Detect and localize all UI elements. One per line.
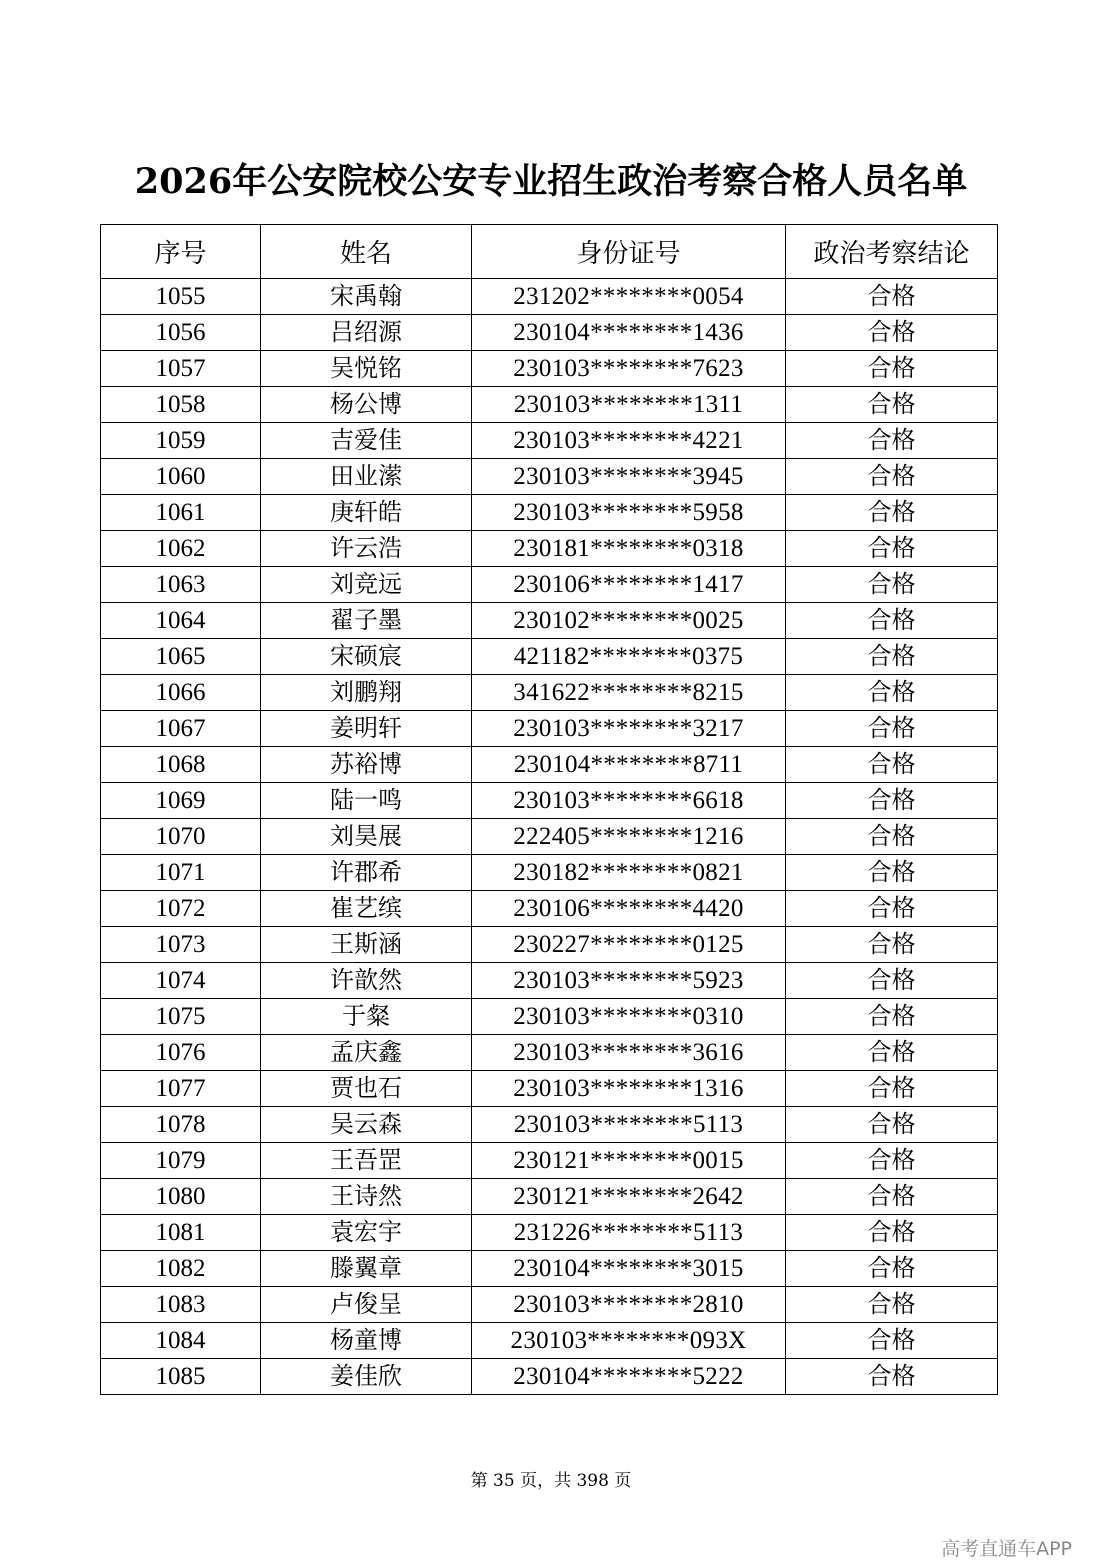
conclusion-cell: 合格 [786, 351, 998, 387]
id-number-cell: 230121********0015 [472, 1143, 786, 1179]
table-row [101, 315, 998, 351]
table-header-row [101, 225, 998, 279]
table-row [101, 603, 998, 639]
name-cell: 刘昊展 [261, 819, 472, 855]
serial-cell: 1070 [101, 819, 261, 855]
conclusion-cell: 合格 [786, 1035, 998, 1071]
id-number-cell: 230106********1417 [472, 567, 786, 603]
id-number-cell: 230103********093X [472, 1323, 786, 1359]
name-cell: 田业潆 [261, 459, 472, 495]
table-row [101, 1215, 998, 1251]
table-row [101, 1143, 998, 1179]
column-header-serial: 序号 [101, 225, 261, 279]
id-number-cell: 230182********0821 [472, 855, 786, 891]
serial-cell: 1077 [101, 1071, 261, 1107]
conclusion-cell: 合格 [786, 1287, 998, 1323]
serial-cell: 1071 [101, 855, 261, 891]
serial-cell: 1083 [101, 1287, 261, 1323]
name-cell: 许云浩 [261, 531, 472, 567]
serial-cell: 1075 [101, 999, 261, 1035]
name-cell: 刘鹏翔 [261, 675, 472, 711]
conclusion-cell: 合格 [786, 675, 998, 711]
name-cell: 姜佳欣 [261, 1359, 472, 1395]
column-header-id-number: 身份证号 [472, 225, 786, 279]
conclusion-cell: 合格 [786, 315, 998, 351]
column-header-conclusion: 政治考察结论 [786, 225, 998, 279]
serial-cell: 1065 [101, 639, 261, 675]
table-row [101, 459, 998, 495]
table-row [101, 711, 998, 747]
name-cell: 王诗然 [261, 1179, 472, 1215]
table-row [101, 1179, 998, 1215]
id-number-cell: 230103********3217 [472, 711, 786, 747]
serial-cell: 1081 [101, 1215, 261, 1251]
table-row [101, 495, 998, 531]
id-number-cell: 230103********6618 [472, 783, 786, 819]
serial-cell: 1061 [101, 495, 261, 531]
page-number-footer: 第 35 页，共 398 页 [470, 1471, 632, 1491]
table-row [101, 1107, 998, 1143]
name-cell: 宋禹翰 [261, 279, 472, 315]
table-row [101, 819, 998, 855]
id-number-cell: 230104********1436 [472, 315, 786, 351]
name-cell: 许郡希 [261, 855, 472, 891]
conclusion-cell: 合格 [786, 1071, 998, 1107]
conclusion-cell: 合格 [786, 819, 998, 855]
name-cell: 陆一鸣 [261, 783, 472, 819]
conclusion-cell: 合格 [786, 531, 998, 567]
serial-cell: 1074 [101, 963, 261, 999]
conclusion-cell: 合格 [786, 855, 998, 891]
watermark: 高考直通车APP [941, 1538, 1072, 1560]
table-row [101, 855, 998, 891]
serial-cell: 1062 [101, 531, 261, 567]
conclusion-cell: 合格 [786, 567, 998, 603]
conclusion-cell: 合格 [786, 495, 998, 531]
table-row [101, 675, 998, 711]
table-row [101, 567, 998, 603]
name-cell: 杨公博 [261, 387, 472, 423]
table-row [101, 531, 998, 567]
table-header [101, 225, 998, 279]
name-cell: 刘竞远 [261, 567, 472, 603]
id-number-cell: 230104********5222 [472, 1359, 786, 1395]
id-number-cell: 230103********0310 [472, 999, 786, 1035]
serial-cell: 1082 [101, 1251, 261, 1287]
conclusion-cell: 合格 [786, 639, 998, 675]
table-row [101, 963, 998, 999]
name-cell: 姜明轩 [261, 711, 472, 747]
name-cell: 庚轩皓 [261, 495, 472, 531]
serial-cell: 1076 [101, 1035, 261, 1071]
id-number-cell: 231226********5113 [472, 1215, 786, 1251]
id-number-cell: 230106********4420 [472, 891, 786, 927]
conclusion-cell: 合格 [786, 1323, 998, 1359]
name-cell: 滕翼章 [261, 1251, 472, 1287]
id-number-cell: 230104********3015 [472, 1251, 786, 1287]
id-number-cell: 230104********8711 [472, 747, 786, 783]
table-row [101, 639, 998, 675]
serial-cell: 1080 [101, 1179, 261, 1215]
id-number-cell: 230103********5113 [472, 1107, 786, 1143]
id-number-cell: 230103********5923 [472, 963, 786, 999]
name-cell: 孟庆鑫 [261, 1035, 472, 1071]
conclusion-cell: 合格 [786, 711, 998, 747]
serial-cell: 1073 [101, 927, 261, 963]
serial-cell: 1059 [101, 423, 261, 459]
qualified-list-table [100, 224, 998, 1395]
conclusion-cell: 合格 [786, 891, 998, 927]
serial-cell: 1078 [101, 1107, 261, 1143]
conclusion-cell: 合格 [786, 459, 998, 495]
conclusion-cell: 合格 [786, 1359, 998, 1395]
id-number-cell: 230103********5958 [472, 495, 786, 531]
serial-cell: 1055 [101, 279, 261, 315]
id-number-cell: 231202********0054 [472, 279, 786, 315]
name-cell: 苏裕博 [261, 747, 472, 783]
page-title: 2026年公安院校公安专业招生政治考察合格人员名单 [134, 161, 968, 202]
conclusion-cell: 合格 [786, 747, 998, 783]
id-number-cell: 230181********0318 [472, 531, 786, 567]
name-cell: 崔艺缤 [261, 891, 472, 927]
column-header-name: 姓名 [261, 225, 472, 279]
id-number-cell: 230102********0025 [472, 603, 786, 639]
name-cell: 宋硕宸 [261, 639, 472, 675]
name-cell: 贾也石 [261, 1071, 472, 1107]
table-row [101, 1035, 998, 1071]
id-number-cell: 230103********3945 [472, 459, 786, 495]
conclusion-cell: 合格 [786, 999, 998, 1035]
name-cell: 吉爱佳 [261, 423, 472, 459]
id-number-cell: 230103********4221 [472, 423, 786, 459]
table-row [101, 387, 998, 423]
table-row [101, 927, 998, 963]
id-number-cell: 230103********2810 [472, 1287, 786, 1323]
table-row [101, 891, 998, 927]
conclusion-cell: 合格 [786, 1143, 998, 1179]
conclusion-cell: 合格 [786, 1215, 998, 1251]
conclusion-cell: 合格 [786, 963, 998, 999]
conclusion-cell: 合格 [786, 927, 998, 963]
conclusion-cell: 合格 [786, 1107, 998, 1143]
id-number-cell: 230121********2642 [472, 1179, 786, 1215]
name-cell: 吴云森 [261, 1107, 472, 1143]
serial-cell: 1067 [101, 711, 261, 747]
conclusion-cell: 合格 [786, 423, 998, 459]
id-number-cell: 421182********0375 [472, 639, 786, 675]
id-number-cell: 230103********1316 [472, 1071, 786, 1107]
serial-cell: 1063 [101, 567, 261, 603]
table-row [101, 999, 998, 1035]
name-cell: 于粲 [261, 999, 472, 1035]
id-number-cell: 230103********1311 [472, 387, 786, 423]
serial-cell: 1057 [101, 351, 261, 387]
name-cell: 卢俊呈 [261, 1287, 472, 1323]
conclusion-cell: 合格 [786, 279, 998, 315]
id-number-cell: 230227********0125 [472, 927, 786, 963]
conclusion-cell: 合格 [786, 1179, 998, 1215]
serial-cell: 1085 [101, 1359, 261, 1395]
serial-cell: 1058 [101, 387, 261, 423]
table-row [101, 783, 998, 819]
name-cell: 吴悦铭 [261, 351, 472, 387]
conclusion-cell: 合格 [786, 1251, 998, 1287]
table-row [101, 747, 998, 783]
serial-cell: 1056 [101, 315, 261, 351]
table-row [101, 1359, 998, 1395]
serial-cell: 1072 [101, 891, 261, 927]
table-row [101, 279, 998, 315]
table-row [101, 1251, 998, 1287]
table-row [101, 423, 998, 459]
table-row [101, 1071, 998, 1107]
table-row [101, 351, 998, 387]
serial-cell: 1079 [101, 1143, 261, 1179]
name-cell: 袁宏宇 [261, 1215, 472, 1251]
name-cell: 王吾罡 [261, 1143, 472, 1179]
id-number-cell: 230103********3616 [472, 1035, 786, 1071]
serial-cell: 1060 [101, 459, 261, 495]
serial-cell: 1064 [101, 603, 261, 639]
conclusion-cell: 合格 [786, 387, 998, 423]
serial-cell: 1084 [101, 1323, 261, 1359]
name-cell: 王斯涵 [261, 927, 472, 963]
serial-cell: 1069 [101, 783, 261, 819]
name-cell: 杨童博 [261, 1323, 472, 1359]
id-number-cell: 341622********8215 [472, 675, 786, 711]
conclusion-cell: 合格 [786, 603, 998, 639]
table-row [101, 1323, 998, 1359]
id-number-cell: 222405********1216 [472, 819, 786, 855]
name-cell: 许歆然 [261, 963, 472, 999]
serial-cell: 1066 [101, 675, 261, 711]
table-body [101, 279, 998, 1395]
id-number-cell: 230103********7623 [472, 351, 786, 387]
name-cell: 翟子墨 [261, 603, 472, 639]
serial-cell: 1068 [101, 747, 261, 783]
table-row [101, 1287, 998, 1323]
conclusion-cell: 合格 [786, 783, 998, 819]
name-cell: 吕绍源 [261, 315, 472, 351]
